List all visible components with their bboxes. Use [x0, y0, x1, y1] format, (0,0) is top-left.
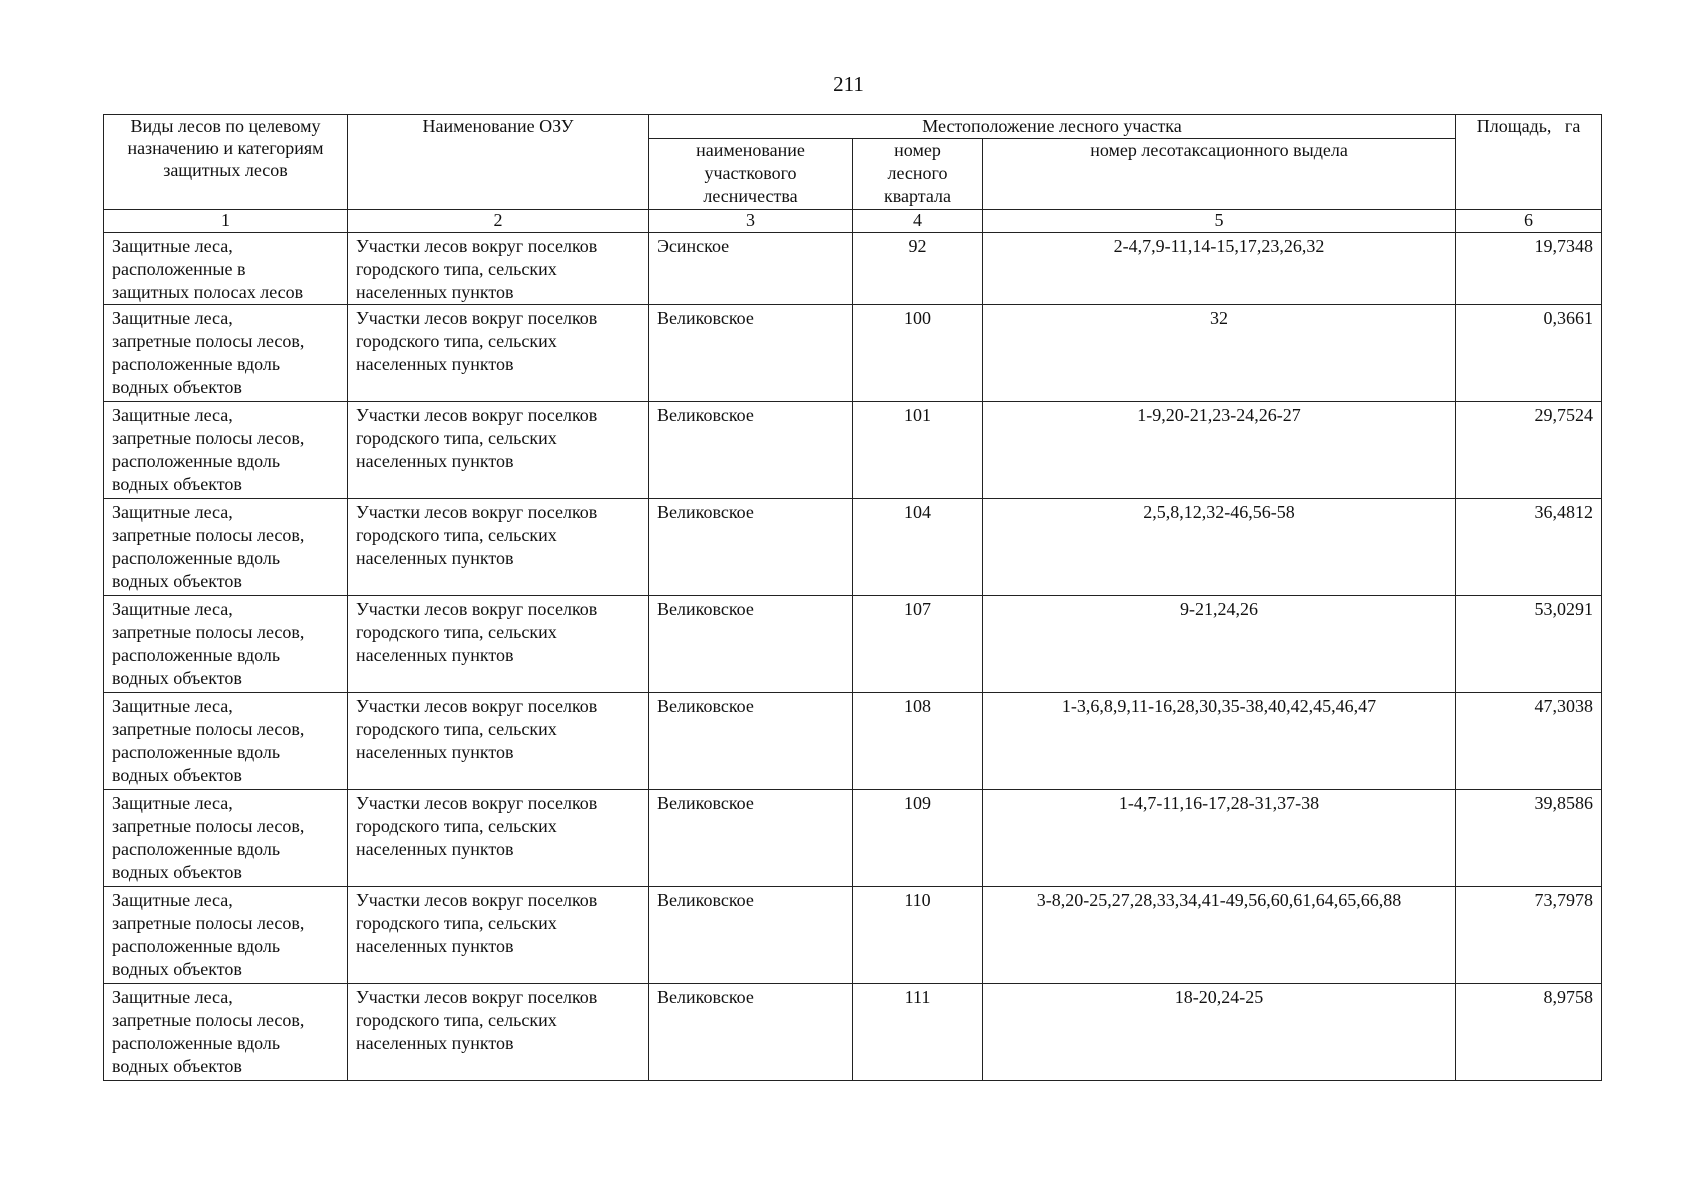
column-number: 6 — [1456, 210, 1602, 233]
table-row — [104, 693, 1602, 790]
cell-quarter-number: 108 — [853, 693, 983, 790]
column-number-row — [104, 210, 1602, 233]
cell-forest-type: Защитные леса, запретные полосы лесов, расположенные вдоль водных объектов — [104, 693, 348, 790]
cell-forest-type: Защитные леса, расположенные в защитных полосах лесов — [104, 233, 348, 305]
header-allotment-number: номер лесотаксационного выдела — [983, 139, 1456, 210]
cell-forest-type: Защитные леса, запретные полосы лесов, расположенные вдоль водных объектов — [104, 305, 348, 402]
column-number: 2 — [348, 210, 649, 233]
table-row — [104, 790, 1602, 887]
cell-ozu-name: Участки лесов вокруг поселков городского типа, сельских населенных пунктов — [348, 499, 649, 596]
cell-area: 19,7348 — [1456, 233, 1602, 305]
cell-ozu-name: Участки лесов вокруг поселков городского типа, сельских населенных пунктов — [348, 693, 649, 790]
cell-area: 8,9758 — [1456, 984, 1602, 1081]
header-quarter-number: номер лесного квартала — [853, 139, 983, 210]
forest-plots-table — [103, 114, 1602, 1081]
table-row — [104, 305, 1602, 402]
table-row — [104, 233, 1602, 305]
cell-forestry-name: Великовское — [649, 790, 853, 887]
header-area: Площадь, га — [1456, 115, 1602, 210]
table-row — [104, 596, 1602, 693]
cell-ozu-name: Участки лесов вокруг поселков городского типа, сельских населенных пунктов — [348, 233, 649, 305]
cell-allotment-numbers: 32 — [983, 305, 1456, 402]
cell-area: 53,0291 — [1456, 596, 1602, 693]
cell-allotment-numbers: 2,5,8,12,32-46,56-58 — [983, 499, 1456, 596]
table-row — [104, 984, 1602, 1081]
column-number: 1 — [104, 210, 348, 233]
cell-area: 47,3038 — [1456, 693, 1602, 790]
cell-forestry-name: Великовское — [649, 984, 853, 1081]
cell-allotment-numbers: 2-4,7,9-11,14-15,17,23,26,32 — [983, 233, 1456, 305]
cell-area: 0,3661 — [1456, 305, 1602, 402]
cell-forest-type: Защитные леса, запретные полосы лесов, расположенные вдоль водных объектов — [104, 499, 348, 596]
header-forest-type: Виды лесов по целевому назначению и категориям защитных лесов — [104, 115, 348, 210]
header-location-group: Местоположение лесного участка — [649, 115, 1456, 139]
cell-allotment-numbers: 3-8,20-25,27,28,33,34,41-49,56,60,61,64,65,66,88 — [983, 887, 1456, 984]
header-ozu-name: Наименование ОЗУ — [348, 115, 649, 210]
table-header — [104, 115, 1602, 210]
cell-ozu-name: Участки лесов вокруг поселков городского типа, сельских населенных пунктов — [348, 790, 649, 887]
cell-forestry-name: Великовское — [649, 887, 853, 984]
cell-ozu-name: Участки лесов вокруг поселков городского типа, сельских населенных пунктов — [348, 887, 649, 984]
cell-quarter-number: 104 — [853, 499, 983, 596]
cell-quarter-number: 107 — [853, 596, 983, 693]
cell-forest-type: Защитные леса, запретные полосы лесов, расположенные вдоль водных объектов — [104, 887, 348, 984]
cell-forestry-name: Великовское — [649, 305, 853, 402]
page-number: 211 — [833, 72, 864, 96]
cell-forestry-name: Великовское — [649, 402, 853, 499]
column-number: 3 — [649, 210, 853, 233]
cell-quarter-number: 110 — [853, 887, 983, 984]
table-row — [104, 499, 1602, 596]
cell-forest-type: Защитные леса, запретные полосы лесов, расположенные вдоль водных объектов — [104, 596, 348, 693]
column-number: 4 — [853, 210, 983, 233]
cell-forestry-name: Великовское — [649, 596, 853, 693]
cell-quarter-number: 100 — [853, 305, 983, 402]
cell-forestry-name: Великовское — [649, 499, 853, 596]
header-row-top — [104, 115, 1602, 139]
cell-forest-type: Защитные леса, запретные полосы лесов, расположенные вдоль водных объектов — [104, 402, 348, 499]
cell-allotment-numbers: 1-9,20-21,23-24,26-27 — [983, 402, 1456, 499]
cell-allotment-numbers: 1-3,6,8,9,11-16,28,30,35-38,40,42,45,46,47 — [983, 693, 1456, 790]
cell-area: 39,8586 — [1456, 790, 1602, 887]
cell-ozu-name: Участки лесов вокруг поселков городского типа, сельских населенных пунктов — [348, 402, 649, 499]
cell-allotment-numbers: 18-20,24-25 — [983, 984, 1456, 1081]
cell-forestry-name: Эсинское — [649, 233, 853, 305]
cell-quarter-number: 101 — [853, 402, 983, 499]
cell-ozu-name: Участки лесов вокруг поселков городского типа, сельских населенных пунктов — [348, 596, 649, 693]
cell-area: 73,7978 — [1456, 887, 1602, 984]
cell-area: 36,4812 — [1456, 499, 1602, 596]
column-number: 5 — [983, 210, 1456, 233]
table-row — [104, 402, 1602, 499]
cell-quarter-number: 109 — [853, 790, 983, 887]
cell-forest-type: Защитные леса, запретные полосы лесов, расположенные вдоль водных объектов — [104, 984, 348, 1081]
table-body — [104, 210, 1602, 1081]
cell-allotment-numbers: 1-4,7-11,16-17,28-31,37-38 — [983, 790, 1456, 887]
cell-forestry-name: Великовское — [649, 693, 853, 790]
cell-allotment-numbers: 9-21,24,26 — [983, 596, 1456, 693]
cell-ozu-name: Участки лесов вокруг поселков городского типа, сельских населенных пунктов — [348, 984, 649, 1081]
cell-ozu-name: Участки лесов вокруг поселков городского типа, сельских населенных пунктов — [348, 305, 649, 402]
cell-quarter-number: 111 — [853, 984, 983, 1081]
table-row — [104, 887, 1602, 984]
cell-area: 29,7524 — [1456, 402, 1602, 499]
cell-forest-type: Защитные леса, запретные полосы лесов, расположенные вдоль водных объектов — [104, 790, 348, 887]
cell-quarter-number: 92 — [853, 233, 983, 305]
header-forestry-name: наименование участкового лесничества — [649, 139, 853, 210]
